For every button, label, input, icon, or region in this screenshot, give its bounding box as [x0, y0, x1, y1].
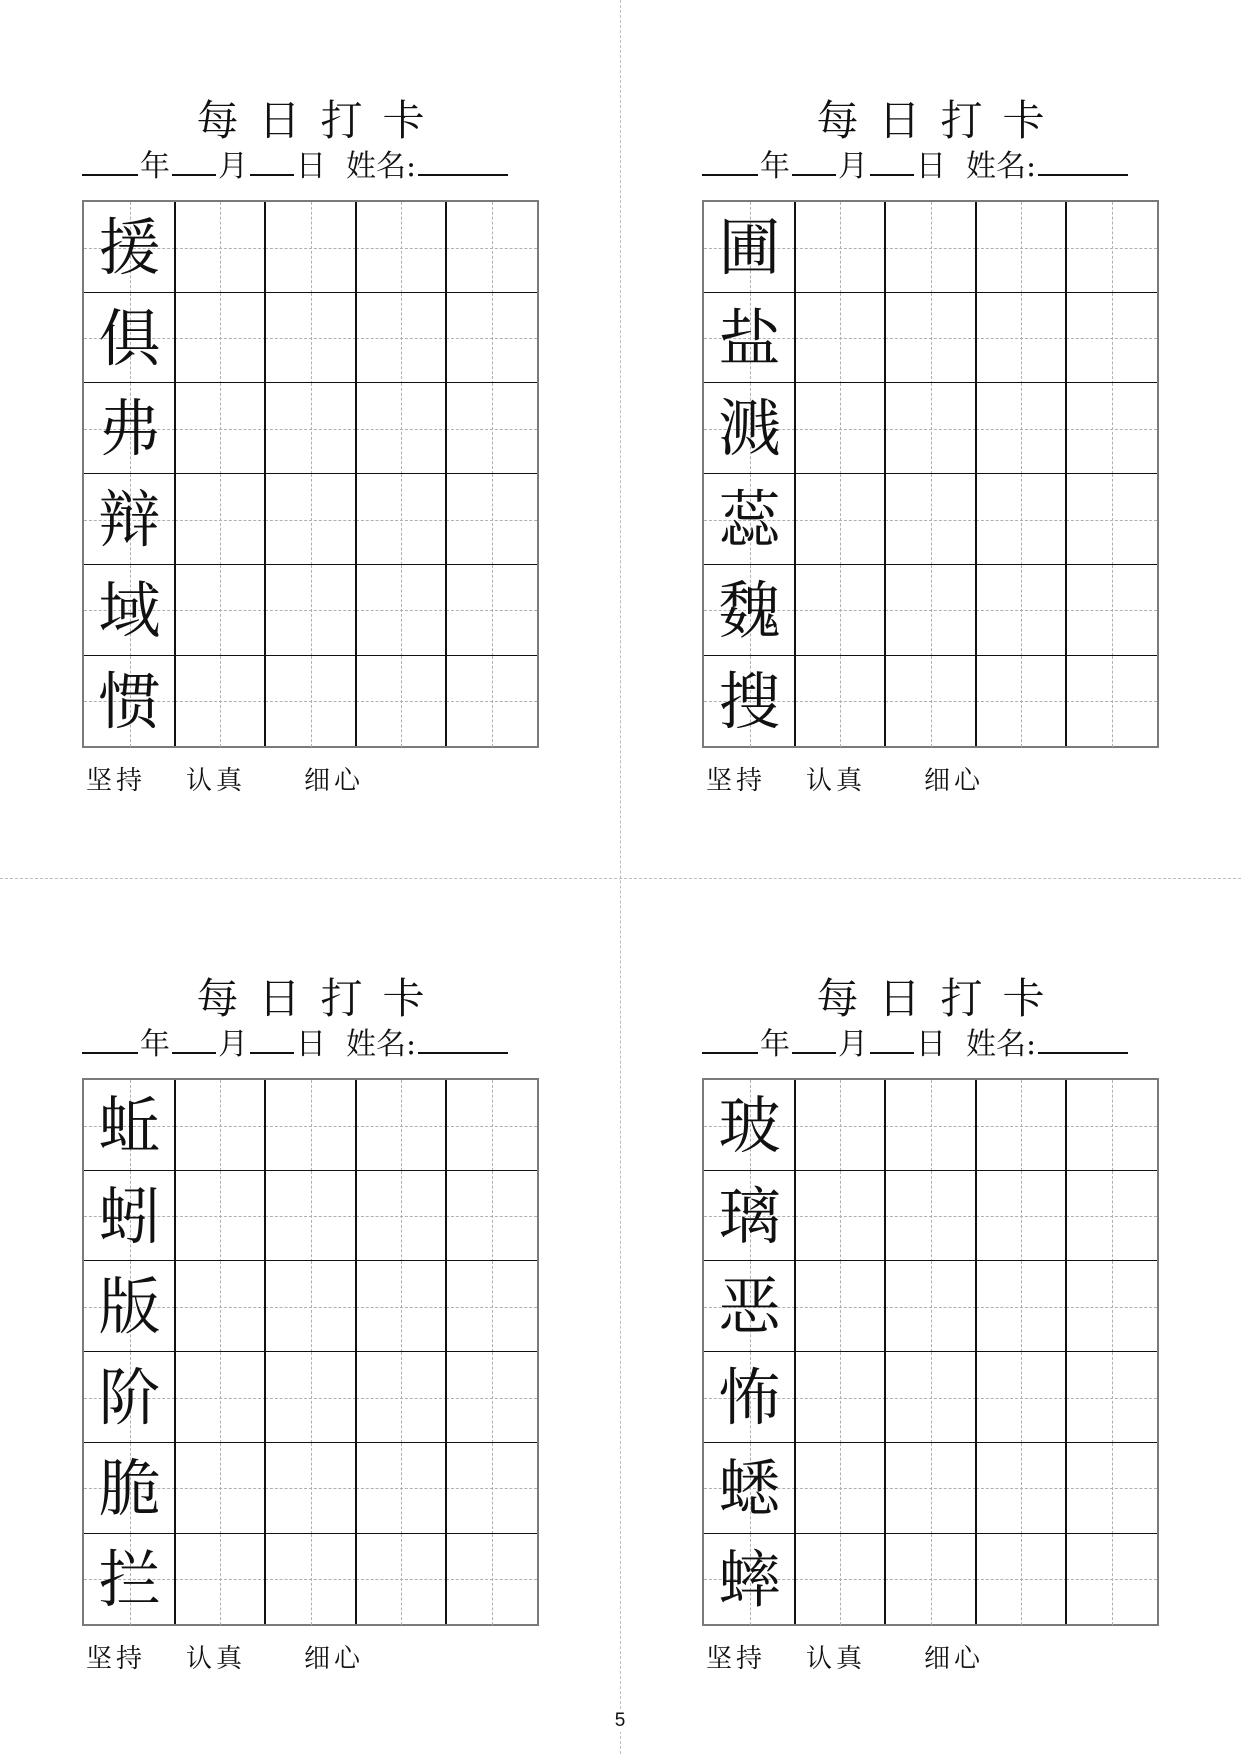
year-label: 年 [140, 149, 170, 184]
practice-cell[interactable] [885, 1534, 976, 1625]
day-label: 日 [916, 1027, 946, 1062]
motto-careful: 细心 [304, 1644, 365, 1674]
day-blank[interactable] [870, 144, 914, 176]
practice-cell[interactable] [356, 656, 447, 747]
practice-cell[interactable] [885, 293, 976, 384]
practice-cell[interactable] [265, 1352, 356, 1443]
practice-cell[interactable] [356, 1261, 447, 1352]
model-character-cell [84, 293, 175, 384]
practice-cell[interactable] [976, 474, 1067, 565]
practice-cell[interactable] [175, 656, 266, 747]
practice-cell[interactable] [885, 1080, 976, 1171]
grid-row [84, 1352, 537, 1443]
practice-cell[interactable] [265, 1171, 356, 1262]
practice-cell[interactable] [446, 1443, 537, 1534]
practice-cell[interactable] [356, 1352, 447, 1443]
model-character: 蟀 [718, 1542, 781, 1616]
model-character: 玻 [718, 1089, 781, 1162]
card-title: 每日打卡 [816, 96, 1065, 145]
day-blank[interactable] [250, 1022, 294, 1054]
date-name-line [702, 1022, 1162, 1062]
practice-cell[interactable] [265, 474, 356, 565]
day-label: 日 [296, 1027, 326, 1062]
practice-cell[interactable] [265, 656, 356, 747]
practice-cell[interactable] [175, 383, 266, 474]
model-character: 搜 [718, 664, 781, 738]
grid-row [84, 1080, 537, 1171]
practice-cell[interactable] [1066, 1080, 1157, 1171]
practice-cell[interactable] [1066, 383, 1157, 474]
practice-cell[interactable] [885, 656, 976, 747]
practice-cell[interactable] [795, 1171, 886, 1262]
practice-cell[interactable] [175, 293, 266, 384]
name-blank[interactable] [418, 144, 508, 176]
grid-row [704, 1261, 1157, 1352]
practice-cell[interactable] [175, 565, 266, 656]
motto-serious: 认真 [806, 766, 867, 796]
motto-careful: 细心 [304, 766, 365, 796]
model-character: 圃 [718, 211, 781, 284]
practice-grid [702, 1078, 1159, 1626]
practice-grid [702, 200, 1159, 748]
practice-cell[interactable] [795, 293, 886, 384]
day-blank[interactable] [870, 1022, 914, 1054]
name-blank[interactable] [1038, 1022, 1128, 1054]
practice-cell[interactable] [446, 383, 537, 474]
year-label: 年 [760, 149, 790, 184]
practice-cell[interactable] [356, 1080, 447, 1171]
vertical-cut-line [620, 0, 621, 1754]
grid-row [84, 202, 537, 293]
month-blank[interactable] [792, 1022, 836, 1054]
practice-cell[interactable] [976, 202, 1067, 293]
model-character: 俱 [98, 301, 161, 375]
practice-cell[interactable] [885, 1261, 976, 1352]
practice-cell[interactable] [795, 656, 886, 747]
practice-cell[interactable] [1066, 656, 1157, 747]
model-character: 溅 [718, 392, 781, 466]
model-character: 援 [98, 211, 161, 284]
grid-row [84, 1171, 537, 1262]
year-label: 年 [760, 1027, 790, 1062]
model-character: 盐 [718, 301, 781, 375]
grid-row [84, 565, 537, 656]
model-character: 阶 [98, 1361, 161, 1435]
model-character: 脆 [98, 1451, 161, 1525]
grid-row [84, 1261, 537, 1352]
grid-row [704, 1352, 1157, 1443]
card-title: 每日打卡 [816, 974, 1065, 1023]
practice-cell[interactable] [795, 202, 886, 293]
grid-row [704, 202, 1157, 293]
year-blank[interactable] [702, 144, 758, 176]
model-character: 璃 [718, 1179, 781, 1253]
model-character-cell [704, 1443, 795, 1534]
model-character: 弗 [98, 392, 161, 466]
practice-grid [82, 1078, 539, 1626]
practice-cell[interactable] [175, 1352, 266, 1443]
model-character-cell [704, 383, 795, 474]
grid-row [84, 383, 537, 474]
practice-cell[interactable] [265, 565, 356, 656]
practice-cell[interactable] [976, 1261, 1067, 1352]
page-number: 5 [612, 1710, 628, 1732]
practice-cell[interactable] [976, 383, 1067, 474]
grid-row [704, 293, 1157, 384]
grid-row [704, 1171, 1157, 1262]
practice-cell[interactable] [446, 474, 537, 565]
practice-cell[interactable] [795, 565, 886, 656]
practice-cell[interactable] [446, 1171, 537, 1262]
month-label: 月 [218, 149, 248, 184]
motto-persist: 坚持 [86, 766, 147, 796]
model-character-cell [704, 656, 795, 747]
practice-cell[interactable] [175, 1171, 266, 1262]
model-character: 蕊 [718, 483, 781, 557]
name-label: 姓名: [966, 149, 1037, 184]
year-blank[interactable] [82, 1022, 138, 1054]
practice-cell[interactable] [1066, 474, 1157, 565]
practice-cell[interactable] [795, 1080, 886, 1171]
model-character: 域 [98, 573, 161, 647]
model-character-cell [84, 383, 175, 474]
card-title: 每日打卡 [196, 96, 445, 145]
grid-row [704, 383, 1157, 474]
model-character-cell [704, 1171, 795, 1262]
month-blank[interactable] [172, 1022, 216, 1054]
motto-serious: 认真 [186, 1644, 247, 1674]
model-character-cell [84, 202, 175, 293]
practice-cell[interactable] [175, 1534, 266, 1625]
motto-careful: 细心 [924, 766, 985, 796]
grid-row [84, 1443, 537, 1534]
date-name-line [702, 144, 1162, 184]
practice-cell[interactable] [795, 1261, 886, 1352]
model-character-cell [84, 1443, 175, 1534]
practice-cell[interactable] [175, 1261, 266, 1352]
practice-cell[interactable] [175, 1443, 266, 1534]
name-blank[interactable] [1038, 144, 1128, 176]
model-character: 拦 [98, 1542, 161, 1616]
practice-cell[interactable] [795, 383, 886, 474]
practice-cell[interactable] [976, 1171, 1067, 1262]
practice-cell[interactable] [1066, 1171, 1157, 1262]
model-character-cell [704, 1261, 795, 1352]
motto-careful: 细心 [924, 1644, 985, 1674]
practice-cell[interactable] [356, 1443, 447, 1534]
practice-cell[interactable] [795, 1534, 886, 1625]
practice-cell[interactable] [265, 1534, 356, 1625]
practice-cell[interactable] [446, 1534, 537, 1625]
practice-cell[interactable] [976, 565, 1067, 656]
grid-row [84, 293, 537, 384]
grid-row [84, 474, 537, 565]
motto-persist: 坚持 [86, 1644, 147, 1674]
date-name-line [82, 1022, 542, 1062]
model-character-cell [704, 1534, 795, 1625]
model-character: 版 [98, 1270, 161, 1344]
practice-cell[interactable] [976, 1352, 1067, 1443]
practice-grid [82, 200, 539, 748]
model-character-cell [84, 1261, 175, 1352]
name-label: 姓名: [346, 1027, 417, 1062]
practice-cell[interactable] [1066, 293, 1157, 384]
motto-serious: 认真 [186, 766, 247, 796]
practice-cell[interactable] [446, 1261, 537, 1352]
practice-cell[interactable] [356, 202, 447, 293]
practice-cell[interactable] [175, 1080, 266, 1171]
practice-cell[interactable] [446, 565, 537, 656]
practice-cell[interactable] [885, 1171, 976, 1262]
month-blank[interactable] [792, 144, 836, 176]
practice-cell[interactable] [265, 293, 356, 384]
day-label: 日 [296, 149, 326, 184]
horizontal-cut-line [0, 878, 1241, 879]
date-name-line [82, 144, 542, 184]
practice-cell[interactable] [356, 474, 447, 565]
practice-cell[interactable] [446, 1080, 537, 1171]
grid-row [704, 1080, 1157, 1171]
practice-cell[interactable] [1066, 1443, 1157, 1534]
model-character: 蚓 [98, 1179, 161, 1253]
practice-cell[interactable] [446, 1352, 537, 1443]
model-character-cell [704, 474, 795, 565]
practice-cell[interactable] [976, 1534, 1067, 1625]
practice-cell[interactable] [356, 1171, 447, 1262]
practice-cell[interactable] [1066, 565, 1157, 656]
model-character-cell [704, 565, 795, 656]
grid-row [84, 656, 537, 747]
practice-cell[interactable] [1066, 1352, 1157, 1443]
grid-row [84, 1534, 537, 1625]
practice-cell[interactable] [1066, 202, 1157, 293]
name-blank[interactable] [418, 1022, 508, 1054]
model-character-cell [704, 1352, 795, 1443]
card-title: 每日打卡 [196, 974, 445, 1023]
practice-cell[interactable] [356, 383, 447, 474]
practice-cell[interactable] [265, 1080, 356, 1171]
practice-cell[interactable] [976, 293, 1067, 384]
practice-cell[interactable] [976, 656, 1067, 747]
practice-cell[interactable] [1066, 1261, 1157, 1352]
practice-cell[interactable] [265, 383, 356, 474]
model-character: 恶 [718, 1270, 781, 1344]
practice-cell[interactable] [976, 1443, 1067, 1534]
practice-cell[interactable] [885, 565, 976, 656]
month-blank[interactable] [172, 144, 216, 176]
grid-row [704, 474, 1157, 565]
grid-row [704, 565, 1157, 656]
practice-cell[interactable] [795, 1352, 886, 1443]
year-label: 年 [140, 1027, 170, 1062]
practice-cell[interactable] [265, 1261, 356, 1352]
practice-cell[interactable] [446, 293, 537, 384]
model-character: 辩 [98, 483, 161, 557]
model-character-cell [84, 1534, 175, 1625]
practice-cell[interactable] [356, 565, 447, 656]
grid-row [704, 1443, 1157, 1534]
practice-cell[interactable] [795, 474, 886, 565]
model-character: 惯 [98, 664, 161, 738]
practice-cell[interactable] [446, 656, 537, 747]
motto-persist: 坚持 [706, 1644, 767, 1674]
motto-serious: 认真 [806, 1644, 867, 1674]
practice-cell[interactable] [356, 293, 447, 384]
practice-cell[interactable] [976, 1080, 1067, 1171]
practice-cell[interactable] [885, 202, 976, 293]
model-character: 魏 [718, 573, 781, 647]
practice-cell[interactable] [356, 1534, 447, 1625]
model-character: 蚯 [98, 1089, 161, 1162]
model-character-cell [704, 202, 795, 293]
model-character: 蟋 [718, 1451, 781, 1525]
year-blank[interactable] [702, 1022, 758, 1054]
month-label: 月 [218, 1027, 248, 1062]
practice-cell[interactable] [446, 202, 537, 293]
practice-cell[interactable] [265, 1443, 356, 1534]
practice-cell[interactable] [885, 1352, 976, 1443]
motto-persist: 坚持 [706, 766, 767, 796]
practice-cell[interactable] [795, 1443, 886, 1534]
grid-row [704, 1534, 1157, 1625]
month-label: 月 [838, 149, 868, 184]
model-character-cell [84, 1171, 175, 1262]
month-label: 月 [838, 1027, 868, 1062]
model-character-cell [84, 474, 175, 565]
name-label: 姓名: [346, 149, 417, 184]
practice-cell[interactable] [175, 202, 266, 293]
model-character-cell [704, 1080, 795, 1171]
practice-cell[interactable] [885, 474, 976, 565]
practice-cell[interactable] [885, 383, 976, 474]
model-character-cell [84, 1080, 175, 1171]
model-character: 怖 [718, 1361, 781, 1435]
year-blank[interactable] [82, 144, 138, 176]
day-label: 日 [916, 149, 946, 184]
practice-cell[interactable] [885, 1443, 976, 1534]
model-character-cell [84, 656, 175, 747]
practice-cell[interactable] [265, 202, 356, 293]
model-character-cell [84, 1352, 175, 1443]
practice-cell[interactable] [1066, 1534, 1157, 1625]
name-label: 姓名: [966, 1027, 1037, 1062]
model-character-cell [704, 293, 795, 384]
grid-row [704, 656, 1157, 747]
model-character-cell [84, 565, 175, 656]
practice-cell[interactable] [175, 474, 266, 565]
day-blank[interactable] [250, 144, 294, 176]
